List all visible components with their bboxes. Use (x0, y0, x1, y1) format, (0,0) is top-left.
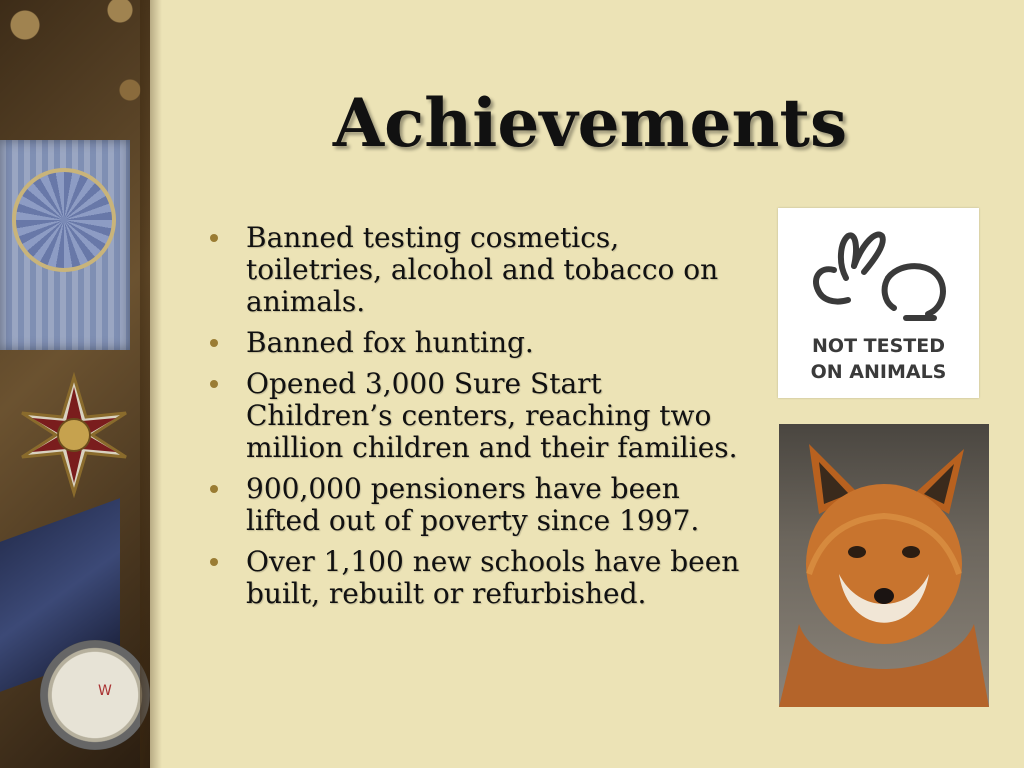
logo-caption (778, 333, 979, 385)
bullet-item (208, 222, 748, 318)
not-tested-on-animals-logo (778, 208, 979, 398)
ribbon-rosette (12, 168, 116, 272)
logo-caption-line1: NOT TESTED (812, 335, 945, 357)
bullet-item (208, 327, 748, 359)
fox-icon (779, 424, 989, 707)
bullet-dot-icon (210, 380, 218, 388)
strip-shadow (140, 0, 162, 768)
bullet-text: Opened 3,000 Sure Start Children’s centers, reaching two million children and their families. (246, 367, 738, 464)
medal-cross-icon (14, 360, 134, 510)
bullet-text: Banned testing cosmetics, toiletries, alcohol and tobacco on animals. (246, 221, 719, 318)
bullet-item (208, 473, 748, 537)
medal-decoration-panel (0, 0, 150, 768)
bullet-dot-icon (210, 558, 218, 566)
bullet-dot-icon (210, 339, 218, 347)
bullet-dot-icon (210, 485, 218, 493)
logo-caption-line2: ON ANIMALS (810, 361, 947, 383)
bullet-text: Banned fox hunting. (246, 326, 534, 359)
bullet-dot-icon (210, 234, 218, 242)
bullet-list (208, 222, 748, 619)
rabbit-icon (778, 208, 979, 333)
bullet-item (208, 368, 748, 464)
fox-photo (779, 424, 989, 707)
compass-icon (40, 640, 150, 750)
bullet-text: Over 1,100 new schools have been built, rebuilt or refurbished. (246, 545, 740, 610)
bullet-text: 900,000 pensioners have been lifted out of poverty since 1997. (246, 472, 700, 537)
compass-letter: W (98, 683, 112, 699)
bullet-item (208, 546, 748, 610)
slide-title: Achievements (332, 84, 848, 162)
